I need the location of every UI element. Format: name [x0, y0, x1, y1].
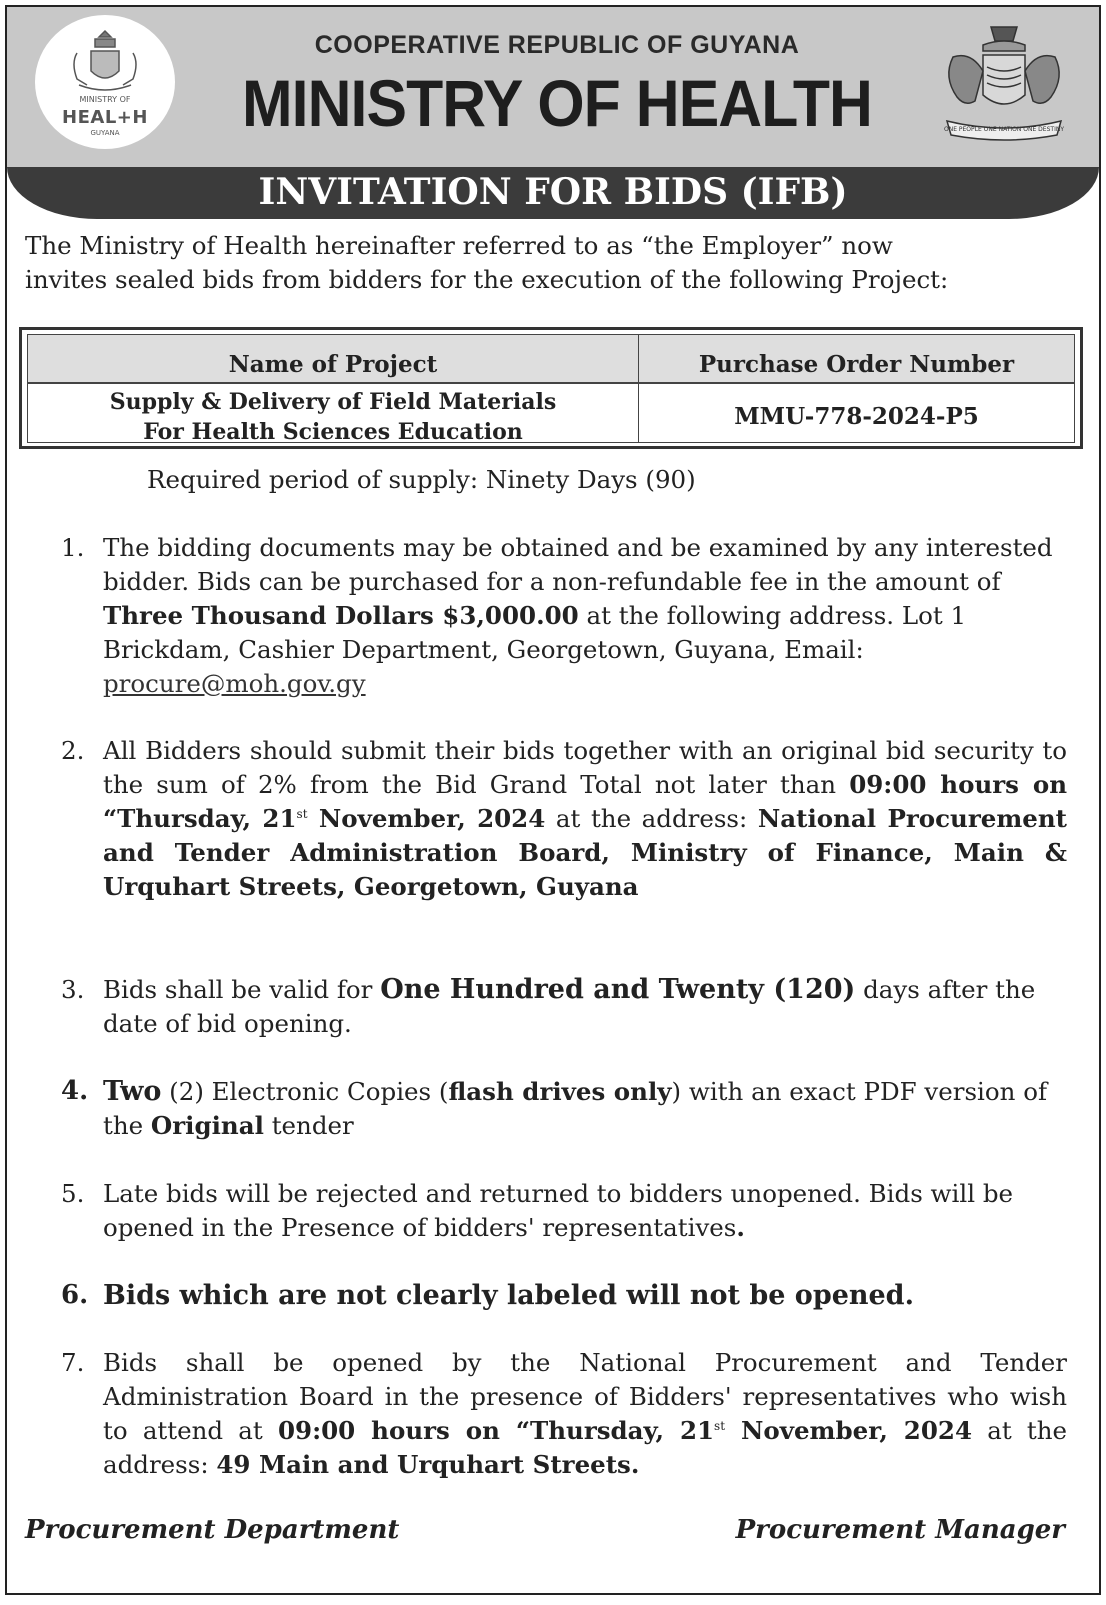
item-number: 7. [61, 1348, 85, 1377]
project-table [19, 327, 1083, 449]
header [7, 7, 1099, 167]
item-number: 3. [61, 975, 85, 1004]
item-number: 5. [61, 1179, 85, 1208]
item-number: 2. [61, 736, 85, 765]
crest-motto: ONE PEOPLE ONE NATION ONE DESTINY [943, 126, 1065, 133]
ifb-notice [5, 5, 1101, 1595]
item-number: 6. [61, 1280, 89, 1310]
banner-title: INVITATION FOR BIDS (IFB) [258, 171, 848, 213]
intro-paragraph [25, 229, 1085, 297]
item-number: 1. [61, 533, 85, 562]
project-name-line-2: For Health Sciences Education [143, 419, 523, 445]
logo-line-3: GUYANA [90, 129, 120, 137]
ministry-title: MINISTRY OF HEALTH [242, 66, 872, 140]
item-number: 4. [61, 1076, 89, 1106]
footer-procurement-department: Procurement Department [25, 1515, 400, 1545]
list-item-7: Bids shall be opened by the National Procurement and Tender Administration Board in the presence of Bidders' representatives who wish to attend at 09:00 hours on “Thursday, 21st November, 2024 at the address: 49 Main and Urquhart Streets. [103, 1348, 1068, 1479]
ministry-health-logo [35, 15, 175, 149]
country-title: COOPERATIVE REPUBLIC OF GUYANA [314, 31, 800, 59]
list-item-1: The bidding documents may be obtained and be examined by any interested bidder. Bids can be purchased for a non-refundable fee in the amount of Three Thousand Dollars $3,000.00 at the following address. Lot 1 Brickdam, Cashier Department, Georgetown, Guyana, Email: procure@moh.gov.gy [103, 533, 1053, 698]
intro-line-1: The Ministry of Health hereinafter referred to as “the Employer” now [25, 231, 893, 260]
email-link[interactable]: procure@moh.gov.gy [103, 669, 366, 698]
logo-line-2: HEAL+H [62, 107, 148, 128]
list-item-6: Bids which are not clearly labeled will not be opened. [103, 1280, 914, 1311]
footer-procurement-manager: Procurement Manager [735, 1515, 1065, 1545]
title-banner [7, 167, 1099, 219]
supply-period: Required period of supply: Ninety Days (90) [147, 465, 696, 494]
project-name-line-1: Supply & Delivery of Field Materials [109, 389, 557, 415]
list-item-5: Late bids will be rejected and returned to bidders unopened. Bids will be opened in the Presence of bidders' representatives. [103, 1179, 1014, 1242]
list-item-3: Bids shall be valid for One Hundred and Twenty (120) days after the date of bid opening. [103, 974, 1036, 1038]
header-name-of-project: Name of Project [228, 351, 438, 378]
order-number-cell: MMU-778-2024-P5 [734, 403, 979, 430]
list-item-2: All Bidders should submit their bids together with an original bid security to the sum of 2% from the Bid Grand Total not later than 09:00 hours on “Thursday, 21st November, 2024 at the address: National Procurement and Tender Administration Board, Ministry of Finance, Main & Urquhart Streets, Georgetown, Guyana [103, 736, 1068, 901]
intro-line-2: invites sealed bids from bidders for the execution of the following Project: [25, 265, 949, 294]
guyana-crest-icon [939, 21, 1069, 149]
header-purchase-order-number: Purchase Order Number [698, 351, 1015, 378]
project-name-cell [28, 387, 638, 447]
list-item-4: Two (2) Electronic Copies (flash drives only) with an exact PDF version of the Original tender [103, 1076, 1048, 1140]
logo-line-1: MINISTRY OF [79, 95, 131, 104]
